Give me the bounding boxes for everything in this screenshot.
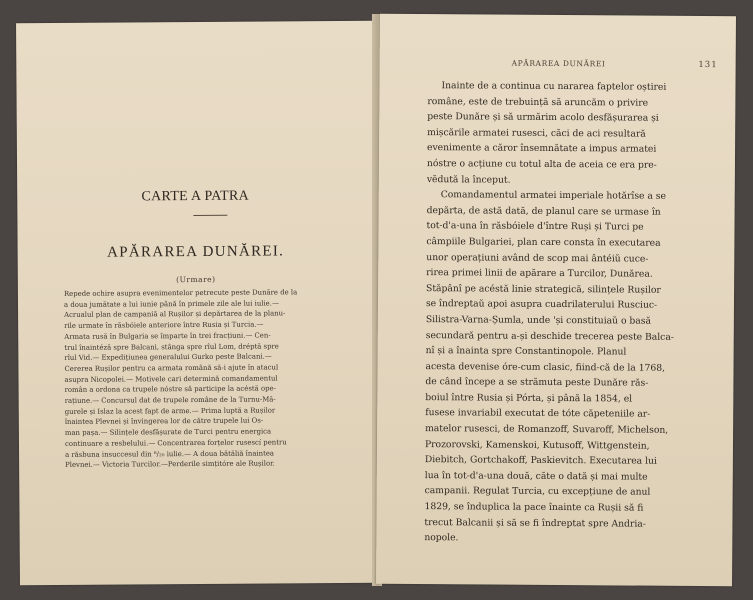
summary-line: Repede ochire asupra evenimentelor petrecute peste Dunăre de la	[63, 288, 298, 298]
body-line: vĕdută la început.	[426, 173, 511, 186]
summary-line: continuare a resbelului.— Concentrarea forțelor rusescí pentru	[64, 438, 287, 448]
summary-line: a doua jumătate a lui iunie până în primele zile ale lui iulie.—	[63, 299, 279, 309]
summary-line: rațiune.— Concursul dat de trupele române de la Turnu-Mă-	[64, 395, 276, 405]
right-page	[376, 14, 736, 586]
summary-line: a răsbuna insuccesul din ⁸/₂₀ iulie.— A doua bătăliă înaintea	[65, 449, 275, 459]
summary-line: gurele și Islaz la acest fapt de arme.— Prima luptă a Rușilor	[64, 406, 276, 416]
body-line: acesta devenise óre-cum clasic, fiind-că de la 1768,	[425, 360, 666, 374]
body-line: boiul între Rusia și Pórta, și până la 1854, el	[425, 391, 633, 405]
body-line: Inainte de a continua cu nararea faptelor oștirei	[441, 80, 667, 93]
body-line: de când începe a se strămuta peste Dunăre răs-	[425, 376, 649, 389]
body-line: rirea primei linii de apărare a Turcilor, Dunărea.	[426, 267, 653, 280]
body-line: evenimente a căror însemnătate a impus armatei	[427, 142, 657, 156]
chapter-title: APĂRAREA DUNĂREI.	[107, 243, 285, 261]
body-line: câmpiile Bulgariei, plan care consta în executarea	[426, 236, 661, 249]
page-number: 131	[698, 59, 718, 71]
body-line: Silistra-Varna-Șumla, unde 'și constituiaŭ o basă	[425, 313, 652, 327]
book-title: CARTE A PATRA	[141, 188, 250, 205]
body-line: nóstre o acțiune cu totul alta de aceia ce era pre-	[426, 158, 657, 171]
body-line: lua în tot-d'a-una două, căte o dată și mai multe	[424, 469, 648, 483]
summary-line: man pașa.— Silințele desfășurate de Turci pentru energica	[64, 427, 272, 438]
left-page	[16, 21, 376, 585]
summary-line: rile urmate în răsbóiele anteriore între Rusia și Turcia.—	[64, 320, 264, 331]
chapter-summary	[64, 287, 361, 471]
summary-line: Acrualul plan de campaniă al Rușilor și depărtarea de la planu-	[64, 309, 286, 320]
summary-line: român a ordona ca trupele nóstre să participe la acéstă ope-	[64, 384, 276, 395]
body-line: depărta, de astă dată, de planul care se urmase în	[426, 204, 661, 218]
summary-line: Cererea Rușilor pentru ca armata română să-i ajute în atacul	[64, 363, 279, 373]
body-line: trecut Balcanii și să se fi îndreptat spre Andria-	[424, 516, 646, 530]
body-line: Stăpânî pe acéstă linie strategică, silințele Rușilor	[426, 282, 661, 296]
summary-line: Armata rusă în Bulgaria se împarte în trei fracțiuni.— Cen-	[64, 331, 271, 341]
summary-line: înaintea Plevnei și învingerea lor de către trupele lui Os-	[64, 416, 264, 427]
body-line: peste Dunăre și să urmărim acolo desfășurarea și	[427, 111, 659, 124]
body-line: campanii. Regulat Turcia, cu excepțiune de anul	[424, 485, 651, 499]
body-line: se îndreptaŭ apoi asupra cuadrilaterului Rusciuc-	[425, 298, 658, 312]
summary-line: trul înaintéză spre Balcani, stânga spre rîul Lom, dréptă spre	[64, 341, 279, 352]
body-line: române, este de trebuință să aruncăm o privire	[427, 95, 649, 109]
body-line: tot-d'a-una în răsbóiele d'între Ruși și Turci pe	[426, 220, 644, 233]
body-line: Comandamentul armatei imperiale hotărîse a se	[440, 189, 667, 202]
body-line: nî și a înainta spre Constantinopole. Planul	[425, 345, 627, 358]
body-line: Diebitch, Gortchakoff, Paskievitch. Executarea lui	[424, 454, 657, 467]
summary-line: Plevnei.— Victoria Turcilor.—Perderile simțitóre ale Rușilor.	[65, 459, 275, 470]
body-line: 1829, se înduplica la pace înainte ca Rușii să fi	[424, 501, 644, 514]
body-line: secundară pentru a-și deschide trecerea peste Balca-	[425, 329, 674, 343]
body-line: matelor rusesci, de Romanzoff, Suvaroff, Michelson,	[425, 423, 669, 436]
body-text	[424, 78, 727, 548]
summary-line: rîul Vid.— Expedițiunea generalului Gurko peste Balcani.—	[64, 352, 272, 363]
body-line: fusese invariabil executat de tóte căpeteniile ar-	[425, 407, 651, 421]
body-line: nopole.	[424, 532, 459, 544]
title-divider	[193, 215, 227, 216]
chapter-subtitle: (Urmare)	[176, 274, 216, 285]
body-line: Prozorovski, Kamenskoi, Kutusoff, Wittgenstein,	[424, 438, 650, 452]
running-header	[512, 59, 720, 69]
body-line: unor operațiuni având de scop mai ântéiŭ cuce-	[426, 251, 649, 265]
body-line: mișcările armatei rusesci, căci de aci resultară	[427, 126, 646, 140]
running-header-title: APĂRAREA DUNĂREI	[511, 58, 606, 69]
summary-line: asupra Nicopolei.— Motivele cari determină comandamentul	[64, 374, 278, 384]
